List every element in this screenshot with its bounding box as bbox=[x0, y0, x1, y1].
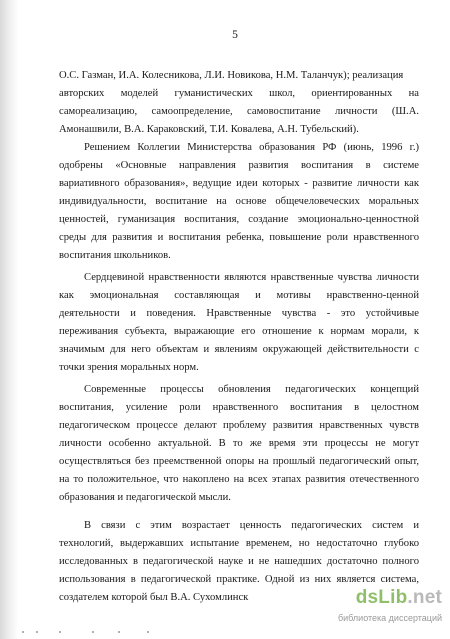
text-line: воспитания школьников. bbox=[59, 250, 171, 261]
text-line: воспитания, усиление роли нравственного воспитания в целостном bbox=[59, 402, 419, 413]
dslib-watermark bbox=[334, 587, 444, 633]
text-line: ценностей, гуманизация воспитания, создание эмоционально-ценностной bbox=[59, 214, 419, 225]
text-line: одобрены «Основные направления развития воспитания в системе bbox=[59, 160, 419, 171]
text-line: О.С. Газман, И.А. Колесникова, Л.И. Новикова, Н.М. Таланчук); реализация bbox=[59, 70, 404, 81]
text-line: использования в педагогической практике. Одной из них является система, bbox=[59, 574, 419, 585]
page-number: 5 bbox=[232, 29, 238, 41]
text-line: индивидуальности, воспитание на основе общечеловеческих моральных bbox=[59, 196, 419, 207]
text-line: переживания субъекта, выражающие его отношение к нормам морали, к bbox=[59, 326, 419, 337]
text-line: самореализацию, самоопределение, самовоспитание личности (Ш.А. bbox=[59, 106, 419, 117]
text-line: значимым для него объектам и явлениям окружающей действительности с bbox=[59, 344, 419, 355]
text-line: технологий, выдержавших испытание временем, но недостаточно глубоко bbox=[59, 538, 419, 549]
text-line: вариативного образования», ведущие идеи которых - развитие личности как bbox=[59, 178, 419, 189]
text-line: осуществляться без преемственной опоры на прошлый педагогический опыт, bbox=[59, 456, 419, 467]
paragraph-first-line: Сердцевиной нравственности являются нравственные чувства личности bbox=[84, 272, 419, 283]
text-line: педагогическом процессе делают проблему развития нравственных чувств bbox=[59, 420, 419, 431]
paragraph-first-line: Решением Коллегии Министерства образования РФ (июнь, 1996 г.) bbox=[84, 142, 419, 153]
paragraph-first-line: Современные процессы обновления педагогических концепций bbox=[84, 384, 419, 395]
text-line: точки зрения моральных норм. bbox=[59, 362, 199, 373]
scan-left-edge bbox=[0, 0, 18, 639]
text-line: образования и педагогической мысли. bbox=[59, 492, 231, 503]
watermark-tagline: библиотека диссертаций bbox=[337, 613, 442, 623]
text-line: Амонашвили, В.А. Караковский, Т.И. Ковалева, А.Н. Тубельский). bbox=[59, 124, 359, 135]
scan-noise bbox=[22, 629, 162, 635]
text-line: среды для развития и воспитания ребенка, повышение роли нравственного bbox=[59, 232, 419, 243]
text-line: авторских моделей гуманистических школ, ориентированных на bbox=[59, 88, 419, 99]
text-line: на то положительное, что накоплено на всех этапах развития отечественного bbox=[59, 474, 419, 485]
text-line: личности особенно актуальной. В то же время эти процессы не могут bbox=[59, 438, 419, 449]
text-line: как эмоциональная составляющая и мотивы нравственно-ценной bbox=[59, 290, 419, 301]
text-line: деятельности и поведения. Нравственные чувства - это устойчивые bbox=[59, 308, 419, 319]
paragraph-first-line: В связи с этим возрастает ценность педагогических систем и bbox=[84, 520, 419, 531]
text-line: исследованных в педагогической науке и не нашедших достаточно полного bbox=[59, 556, 419, 567]
text-line: создателем которой был В.А. Сухомлинск bbox=[59, 592, 249, 603]
dslib-logo: dsLib.net bbox=[355, 587, 442, 608]
